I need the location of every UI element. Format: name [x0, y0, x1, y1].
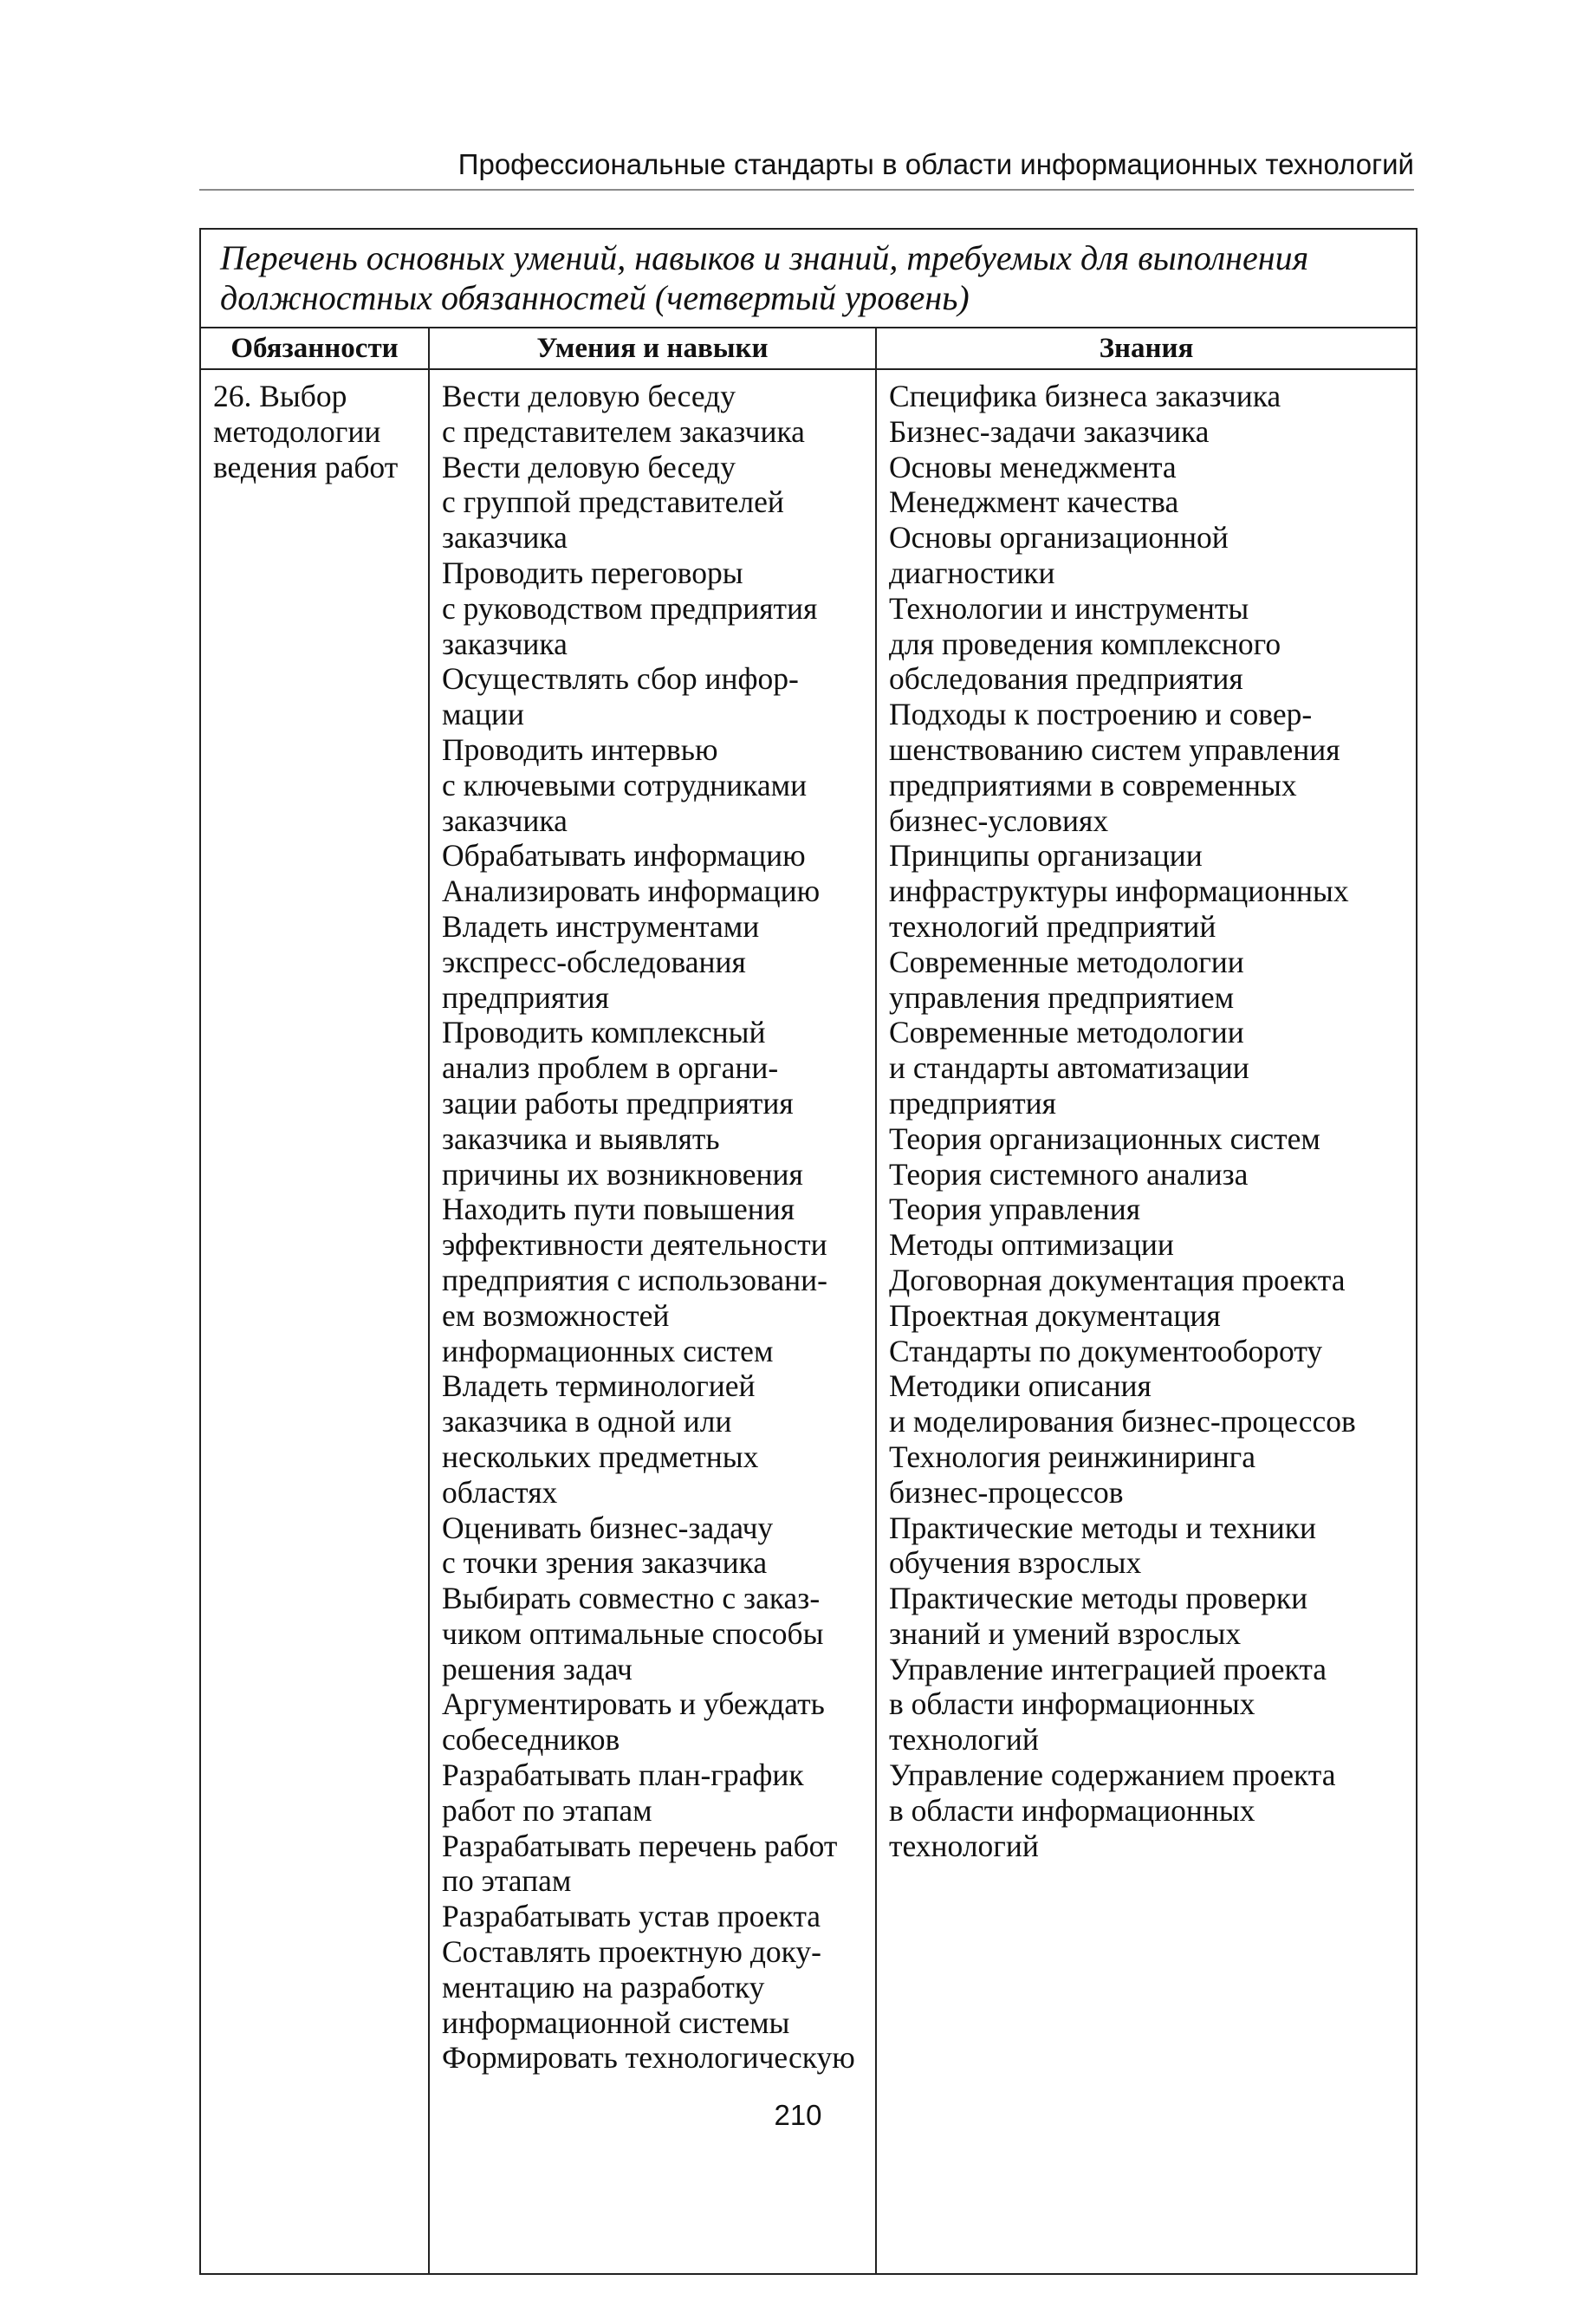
list-item: Анализировать информацию	[442, 874, 821, 909]
list-item: Основы менеджмента	[889, 449, 1177, 484]
list-item: собеседников	[442, 1722, 620, 1757]
list-item: Разрабатывать перечень работ	[442, 1828, 838, 1863]
list-item: бизнес-процессов	[889, 1474, 1124, 1510]
list-item: Владеть инструментами	[442, 908, 760, 944]
list-item: Оценивать бизнес-задачу	[442, 1510, 774, 1545]
list-item: технологий предприятий	[889, 908, 1216, 944]
list-item: информационной системы	[442, 2004, 790, 2040]
list-item: Владеть терминологией	[442, 1368, 756, 1404]
list-item: Проектная документация	[889, 1297, 1221, 1333]
list-item: предприятиями в современных	[889, 767, 1297, 802]
list-item: Вести деловую беседу	[442, 449, 736, 484]
list-item: шенствованию систем управления	[889, 731, 1340, 767]
list-item: работ по этапам	[442, 1792, 652, 1828]
list-item: технологий	[889, 1828, 1039, 1863]
list-item: Бизнес-задачи заказчика	[889, 413, 1210, 449]
list-item: Составлять проектную доку-	[442, 1934, 821, 1970]
list-item: методологии	[213, 413, 381, 449]
list-item: Стандарты по документообороту	[889, 1333, 1323, 1368]
list-item: Методы оптимизации	[889, 1227, 1174, 1263]
list-item: по этапам	[442, 1863, 572, 1899]
list-item: Договорная документация проекта	[889, 1262, 1346, 1297]
list-item: ментацию на разработку	[442, 1969, 765, 2004]
table-row	[200, 369, 1417, 2274]
list-item: заказчика	[442, 520, 568, 556]
list-item: и моделирования бизнес-процессов	[889, 1404, 1356, 1439]
list-item: Подходы к построению и совер-	[889, 697, 1313, 732]
list-item: Управление интеграцией проекта	[889, 1651, 1327, 1686]
list-item: Технология реинжиниринга	[889, 1439, 1255, 1474]
running-header: Профессиональные стандарты в области информационных технологий	[199, 147, 1414, 191]
list-item: Аргументировать и убеждать	[442, 1686, 825, 1722]
skills-cell	[429, 369, 876, 2274]
list-item: заказчика	[442, 802, 568, 838]
list-item: знаний и умений взрослых	[889, 1615, 1242, 1651]
list-item: Практические методы и техники	[889, 1510, 1317, 1545]
list-item: с точки зрения заказчика	[442, 1545, 768, 1581]
list-item: с ключевыми сотрудниками	[442, 767, 808, 802]
list-item: технологий	[889, 1722, 1039, 1757]
list-item: экспресс-обследования	[442, 944, 746, 979]
list-item: чиком оптимальные способы	[442, 1615, 824, 1651]
list-item: бизнес-условиях	[889, 802, 1109, 838]
list-item: Управление содержанием проекта	[889, 1757, 1336, 1793]
list-item: с группой представителей	[442, 484, 784, 520]
list-item: Проводить интервью	[442, 731, 718, 767]
list-item: Осуществлять сбор инфор-	[442, 661, 799, 697]
list-item: заказчика и выявлять	[442, 1121, 720, 1156]
list-item: зации работы предприятия	[442, 1085, 794, 1121]
list-item: заказчика в одной или	[442, 1404, 732, 1439]
list-item: Современные методологии	[889, 944, 1244, 979]
column-header-knowledge: Знания	[876, 328, 1417, 369]
list-item: управления предприятием	[889, 979, 1235, 1015]
list-item: Формировать технологическую	[442, 2040, 855, 2076]
column-header-skills: Умения и навыки	[429, 328, 876, 369]
list-item: анализ проблем в органи-	[442, 1050, 779, 1086]
list-item: Разрабатывать план-график	[442, 1757, 804, 1793]
list-item: заказчика	[442, 626, 568, 661]
list-item: областях	[442, 1474, 558, 1510]
header-row	[200, 328, 1417, 369]
list-item: Теория системного анализа	[889, 1156, 1249, 1192]
list-item: Выбирать совместно с заказ-	[442, 1581, 821, 1616]
list-item: с руководством предприятия	[442, 590, 818, 626]
page-number: 210	[774, 2099, 822, 2131]
list-item: Современные методологии	[889, 1015, 1244, 1050]
list-item: предприятия	[442, 979, 610, 1015]
list-item: причины их возникновения	[442, 1156, 803, 1192]
list-item: обследования предприятия	[889, 661, 1243, 697]
knowledge-cell	[876, 369, 1417, 2274]
list-item: Проводить комплексный	[442, 1015, 766, 1050]
list-item: эффективности деятельности	[442, 1227, 827, 1263]
list-item: Специфика бизнеса заказчика	[889, 379, 1281, 413]
list-item: в области информационных	[889, 1686, 1255, 1722]
competency-table	[199, 228, 1418, 2275]
list-item: 26. Выбор	[213, 379, 347, 413]
list-item: Теория организационных систем	[889, 1121, 1320, 1156]
list-item: инфраструктуры информационных	[889, 874, 1349, 909]
list-item: Вести деловую беседу	[442, 379, 736, 413]
list-item: Методики описания	[889, 1368, 1152, 1404]
list-item: Теория управления	[889, 1192, 1141, 1227]
list-item: ведения работ	[213, 449, 399, 484]
list-item: Разрабатывать устав проекта	[442, 1899, 821, 1934]
list-item: для проведения комплексного	[889, 626, 1281, 661]
list-item: Обрабатывать информацию	[442, 838, 806, 874]
list-item: мации	[442, 697, 524, 732]
list-item: решения задач	[442, 1651, 633, 1686]
list-item: Технологии и инструменты	[889, 590, 1249, 626]
list-item: в области информационных	[889, 1792, 1255, 1828]
caption-row	[200, 229, 1417, 328]
list-item: Проводить переговоры	[442, 555, 743, 590]
list-item: Практические методы проверки	[889, 1581, 1308, 1616]
list-item: диагностики	[889, 555, 1055, 590]
list-item: обучения взрослых	[889, 1545, 1142, 1581]
list-item: с представителем заказчика	[442, 413, 805, 449]
list-item: Находить пути повышения	[442, 1192, 795, 1227]
table-caption: Перечень основных умений, навыков и знаний, требуемых для выполнения должностных обязанностей (четвертый уровень)	[200, 229, 1417, 328]
list-item: предприятия с использовани-	[442, 1262, 827, 1297]
list-item: Менеджмент качества	[889, 484, 1179, 520]
list-item: и стандарты автоматизации	[889, 1050, 1249, 1086]
list-item: Основы организационной	[889, 520, 1229, 556]
column-header-duties: Обязанности	[200, 328, 429, 369]
list-item: Принципы организации	[889, 838, 1203, 874]
list-item: нескольких предметных	[442, 1439, 759, 1474]
duties-cell	[200, 369, 429, 2274]
list-item: предприятия	[889, 1085, 1057, 1121]
list-item: информационных систем	[442, 1333, 774, 1368]
list-item: ем возможностей	[442, 1297, 670, 1333]
